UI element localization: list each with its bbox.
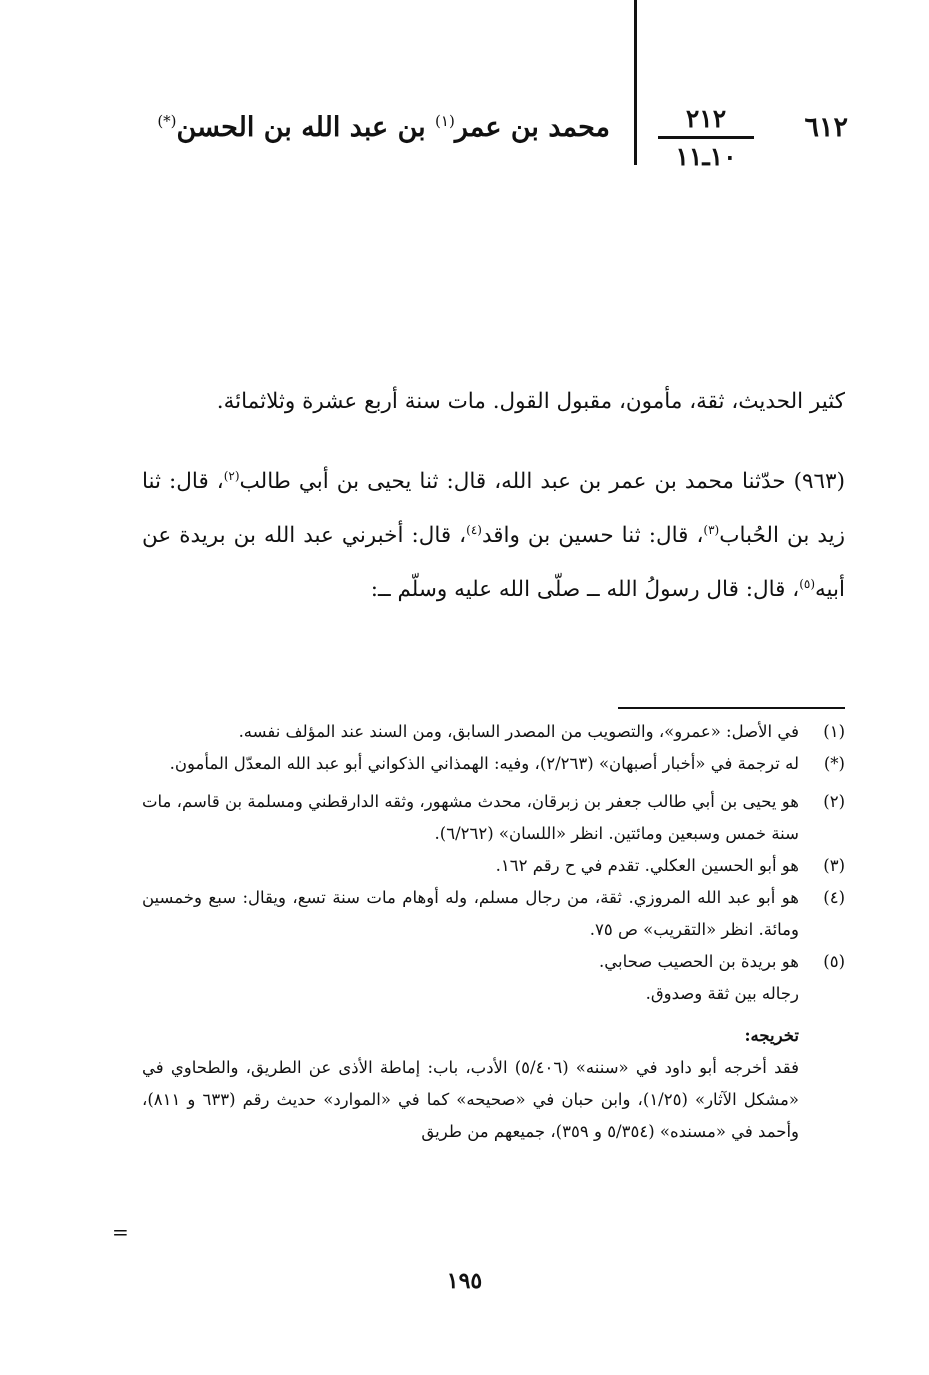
title-footnote-ref-star: (*) (157, 112, 177, 130)
title-part2: بن عبد الله بن الحسن (176, 112, 436, 143)
footnote (142, 716, 845, 748)
hadith-text-4: ، قال: أخبرني عبد الله بن بريدة عن أبيه (142, 523, 845, 603)
footnote-mark: (٤) (823, 888, 845, 907)
footnote (142, 882, 845, 946)
title-footnote-ref-1: (١) (435, 112, 455, 130)
biography-paragraph: كثير الحديث، ثقة، مأمون، مقبول القول. مات سنة أربع عشرة وثلاثمائة. (216, 389, 845, 414)
footnote-ref-3: (٣) (703, 523, 720, 538)
footnote-text: في الأصل: «عمرو»، والتصويب من المصدر السابق، ومن السند عند المؤلف نفسه. (238, 722, 799, 741)
footnote (142, 748, 845, 780)
main-text (142, 378, 845, 614)
page-title (150, 112, 610, 143)
hadith-text-2: ، قال: ثنا زيد بن الحُباب (142, 469, 845, 549)
takhrij-text: فقد أخرجه أبو داود في «سننه» (٥/٤٠٦) الأدب، باب: إماطة الأذى عن الطريق، والطحاوي في «مشكل الآثار» (١/٢٥)، وابن حبان في «صحيحه» كما في «الموارد» حديث رقم (٦٣٣ و ٨١١)، وأحمد في «مسنده» (٥/٣٥٤ و ٣٥٩)، جميعهم من طريق (142, 1058, 799, 1141)
footnote (142, 850, 845, 882)
page-number: ١٩٥ (446, 1268, 483, 1294)
footnote-ref-2: (٢) (223, 469, 240, 483)
fraction-bar (658, 136, 754, 139)
footnote (142, 786, 845, 850)
footnote-text: هو يحيى بن أبي طالب جعفر بن زبرقان، محدث مشهور، وثقه الدارقطني ومسلمة بن قاسم، مات سنة خمس وسبعين ومائتين. انظر «اللسان» (٦/٢٦٢). (142, 792, 799, 843)
footnote-mark: (٣) (823, 856, 845, 875)
hadith-text-3: ، قال: ثنا حسين بن واقد (481, 523, 704, 549)
takhrij-heading: تخريجه: (744, 1026, 799, 1045)
fraction-top: ٢١٢ (685, 104, 727, 133)
title-part1: محمد بن عمر (454, 112, 610, 143)
footnote-mark: (١) (823, 722, 845, 741)
fraction-bottom: ١٠ـ١١ (675, 142, 737, 171)
footnote-mark: (٥) (823, 952, 845, 971)
hadith-paragraph (142, 452, 845, 614)
header-divider (634, 0, 637, 165)
footnote (142, 946, 845, 978)
continuation-mark: = (112, 1220, 129, 1244)
footnote-text: هو أبو عبد الله المروزي. ثقة، من رجال مسلم، وله أوهام مات سنة تسع، ويقال: سبع وخمسين ومائة. انظر «التقريب» ص ٧٥. (142, 888, 799, 939)
footnote-mark: (*) (823, 754, 845, 773)
footnote-mark: (٢) (823, 792, 845, 811)
hadith-text-5: ، قال: قال رسولُ الله ــ صلّى الله عليه وسلّم ــ: (370, 577, 800, 603)
item-number: ٦١٢ (804, 112, 848, 143)
footnote-text: له ترجمة في «أخبار أصبهان» (٢/٢٦٣)، وفيه: الهمذاني الذكواني أبو عبد الله المعدّل المأمون. (169, 754, 799, 773)
hadith-text-1: (٩٦٣) حدّثنا محمد بن عمر بن عبد الله، قال: ثنا يحيى بن أبي طالب (239, 469, 845, 495)
footnote-separator (618, 707, 845, 709)
footnote-ref-5: (٥) (799, 577, 816, 592)
rijal-note: رجاله بين ثقة وصدوق. (645, 984, 799, 1003)
hadith-range-fraction (652, 104, 760, 173)
footnotes (142, 716, 845, 1148)
footnote-ref-4: (٤) (466, 523, 482, 538)
footnote-text: هو بريدة بن الحصيب صحابي. (599, 952, 799, 971)
footnote-text: هو أبو الحسين العكلي. تقدم في ح رقم ١٦٢. (495, 856, 799, 875)
